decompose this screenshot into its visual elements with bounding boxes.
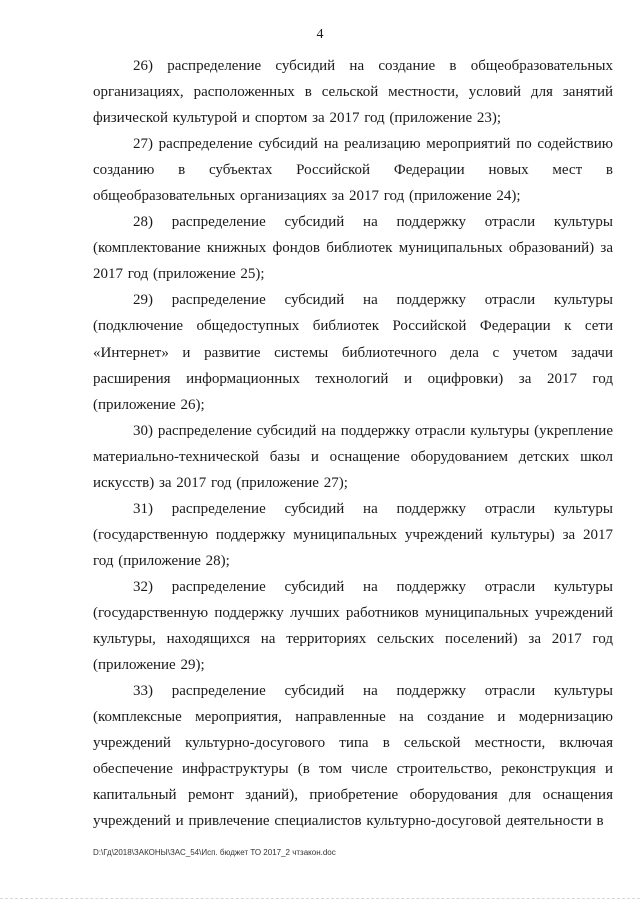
file-path-footer: D:\Гд\2018\ЗАКОНЫ\ЗАС_54\Исп. бюджет ТО 2017_2 чтзакон.doc — [93, 848, 336, 857]
list-item-33: 33) распределение субсидий на поддержку отрасли культуры (комплексные мероприятия, направленные на создание и модернизацию учреждений культурно-досугового типа в сельской местности, включая обеспечение инфраструктуры (в том числе строительство, реконструкция и капитальный ремонт зданий), приобретение оборудования для оснащения учреждений и привлечение специалистов культурно-досуговой деятельности в — [93, 683, 613, 830]
list-item-32: 32) распределение субсидий на поддержку отрасли культуры (государственную поддержку лучших работников муниципальных учреждений культуры, находящихся на территориях сельских поселений) за 2017 год (приложение 29); — [93, 578, 613, 674]
list-item-31: 31) распределение субсидий на поддержку отрасли культуры (государственную поддержку муниципальных учреждений культуры) за 2017 год (приложение 28); — [93, 500, 613, 569]
list-item-30: 30) распределение субсидий на поддержку отрасли культуры (укрепление материально-технической базы и оснащение оборудованием детских школ искусств) за 2017 год (приложение 27); — [93, 422, 613, 491]
list-item-28: 28) распределение субсидий на поддержку отрасли культуры (комплектование книжных фондов библиотек муниципальных образований) за 2017 год (приложение 25); — [93, 214, 613, 283]
scan-edge-divider — [0, 898, 640, 899]
list-item-29: 29) распределение субсидий на поддержку отрасли культуры (подключение общедоступных библиотек Российской Федерации к сети «Интернет» и развитие системы библиотечного дела с учетом задачи расширения информационных технологий и оцифровки) за 2017 год (приложение 26); — [93, 292, 613, 413]
page-number: 4 — [316, 27, 324, 42]
list-item-26: 26) распределение субсидий на создание в общеобразовательных организациях, расположенных в сельской местности, условий для занятий физической культурой и спортом за 2017 год (приложение 23); — [93, 58, 613, 127]
document-body — [93, 53, 613, 834]
list-item-27: 27) распределение субсидий на реализацию мероприятий по содействию созданию в субъектах Российской Федерации новых мест в общеобразовательных организациях за 2017 год (приложение 24); — [93, 136, 613, 205]
